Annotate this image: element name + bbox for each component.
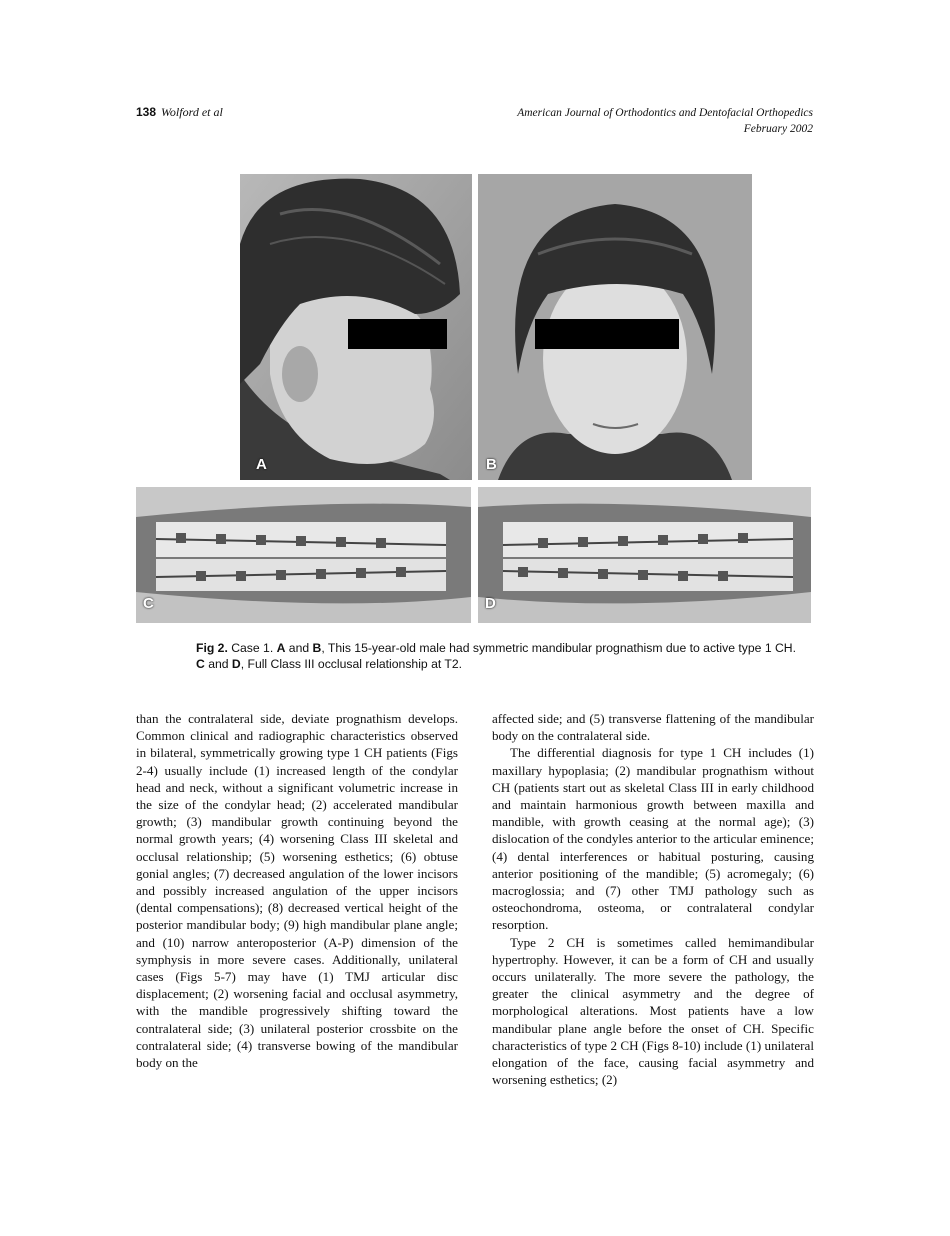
body-paragraph: The differential diagnosis for type 1 CH includes (1) maxillary hypoplasia; (2) mandibular prognathism without CH (patients start out as skeletal Class III in early childhood and maintain harmonious growth between maxilla and mandible, with growth ceasing at the normal age); (3) dislocation of the condyles anterior to the articular eminence; (4) dental interferences or habitual posturing, causing anterior positioning of the mandible; (5) acromegaly; (6) macroglossia; and (7) other TMJ pathology such as osteochondroma, osteoma, or contralateral condylar resorption. [492, 745, 814, 933]
caption-text: Case 1. [227, 641, 277, 655]
figure-panel-b-frontal-photo [478, 174, 752, 480]
caption-text: and [285, 641, 313, 655]
running-header-right [517, 105, 813, 137]
figure-panel-c-occlusion-photo [136, 487, 471, 623]
caption-panel-ref: C [196, 657, 205, 671]
eye-censor-bar-a [348, 319, 447, 349]
body-paragraph: Type 2 CH is sometimes called hemimandibular hypertrophy. However, it can be a form of CH and usually occurs unilaterally. The more severe the pathology, the greater the clinical asymmetry and the degree of morphological alterations. Most patients have a low mandibular plane angle before the onset of CH. Specific characteristics of type 2 CH (Figs 8-10) include (1) unilateral elongation of the face, causing facial asymmetry and worsening esthetics; (2) [492, 934, 814, 1088]
running-header-left [136, 105, 223, 120]
journal-name: American Journal of Orthodontics and Dentofacial Orthopedics [517, 107, 813, 119]
page-number: 138 [136, 105, 157, 119]
panel-label-a: A [256, 456, 267, 473]
caption-label: Fig 2. [196, 641, 228, 655]
figure-panel-d-occlusion-photo [478, 487, 811, 623]
figure-caption [196, 640, 796, 672]
caption-panel-ref: B [312, 641, 322, 655]
body-column-right [492, 710, 814, 1088]
running-authors: Wolford et al [161, 105, 223, 119]
caption-panel-ref: A [276, 641, 286, 655]
panel-label-d: D [485, 595, 496, 612]
panel-label-c: C [143, 595, 154, 612]
caption-text: , This 15-year-old male had symmetric mandibular prognathism due to active type 1 CH. [321, 641, 796, 655]
caption-panel-ref: D [231, 657, 241, 671]
body-paragraph: affected side; and (5) transverse flattening of the mandibular body on the contralateral side. [492, 711, 814, 744]
issue-date: February 2002 [743, 123, 813, 135]
caption-text: , Full Class III occlusal relationship at T2. [240, 657, 463, 671]
eye-censor-bar-b [535, 319, 679, 349]
figure-panel-a-profile-photo [240, 174, 472, 480]
caption-text: and [204, 657, 232, 671]
body-column-left [136, 710, 458, 1071]
panel-label-b: B [486, 456, 497, 473]
body-paragraph: than the contralateral side, deviate prognathism develops. Common clinical and radiographic characteristics observed in bilateral, symmetrically growing type 1 CH patients (Figs 2-4) usually include (1) increased length of the condylar head and neck, without a significant volumetric increase in the size of the condylar head; (2) accelerated mandibular growth; (3) mandibular growth continuing beyond the normal growth years; (4) worsening Class III skeletal and occlusal relationship; (5) worsening esthetics; (6) obtuse gonial angles; (7) decreased angulation of the lower incisors and possibly increased angulation of the upper incisors (dental compensations); (8) decreased vertical height of the posterior mandibular body; (9) high mandibular plane angle; and (10) narrow anteroposterior (A-P) dimension of the symphysis in more severe cases. Additionally, unilateral cases (Figs 5-7) may have (1) TMJ articular disc displacement; (2) worsening facial and occlusal asymmetry, with the mandible progressively shifting toward the contralateral side; (3) unilateral posterior crossbite on the contralateral side; (4) transverse bowing of the mandibular body on the [136, 711, 458, 1071]
